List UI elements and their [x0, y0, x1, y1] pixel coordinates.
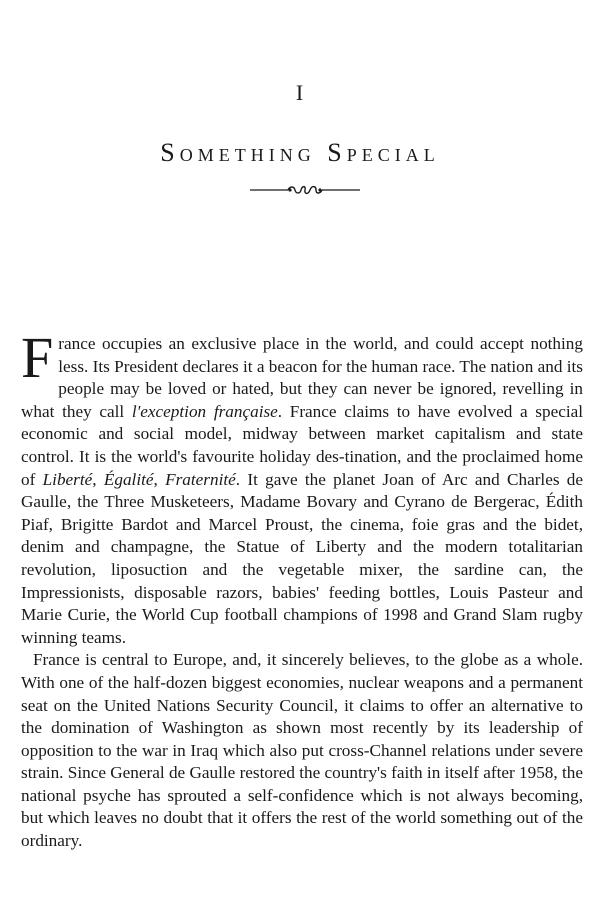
- body-text: [21, 325, 584, 853]
- paragraph-1: France occupies an exclusive place in the world, and could accept nothing less. Its President declares it a beacon for the human race. The nation and its people may be loved or hated, but they can never be ignored, revelling in what they call l'exception française. France claims to have evolved a special economic and social model, midway between market capitalism and state control. It is the world's favourite holiday des-tination, and the proclaimed home of Liberté, Égalité, Fraternité. It gave the planet Joan of Arc and Charles de Gaulle, the Three Musketeers, Madame Bovary and Cyrano de Bergerac, Édith Piaf, Brigitte Bardot and Marcel Proust, the cinema, foie gras and the bidet, denim and champagne, the Statue of Liberty and the modern totalitarian revolution, liposuction and the vegetable mixer, the sardine can, the Impressionists, disposable razors, babies' feeding bottles, Louis Pasteur and Marie Curie, the World Cup football champions of 1998 and Grand Slam rugby winning teams.: [21, 325, 584, 647]
- motto-liberte: Liberté: [42, 469, 93, 489]
- drop-cap: F: [21, 325, 54, 390]
- motto-fraternite: Fraternité: [165, 469, 236, 489]
- paragraph-1-text-c: . It gave the planet Joan of Arc and Charles de Gaulle, the Three Musketeers, Madame Bovary and Cyrano de Bergerac, Édith Piaf, Brigitte Bardot and Marcel Proust, the cinema, foie gras and the bidet, denim and champagne, the Statue of Liberty and the modern totalitarian revolution, liposuction and the vegetable mixer, the sardine can, the Impressionists, disposable razors, babies' feeding bottles, Louis Pasteur and Marie Curie, the World Cup football champions of 1998 and Grand Slam rugby winning teams.: [21, 469, 584, 647]
- exception-term: l'exception française: [131, 401, 278, 421]
- paragraph-2: France is central to Europe, and, it sincerely believes, to the globe as a whole. With one of the half-dozen biggest economies, nuclear weapons and a permanent seat on the United Nations Security Council, it claims to offer an alternative to the domination of Washington as shown most recently by its leadership of opposition to the war in Iraq which also put cross-Channel relations under severe strain. Since General de Gaulle restored the country's faith in itself after 1958, the national psyche has sprouted a self-confidence which is not always becoming, but which leaves no doubt that it offers the rest of the world something out of the ordinary.: [21, 650, 583, 851]
- chapter-number: I: [295, 80, 305, 105]
- paragraph-1-text-a: rance occupies an exclusive place in the world, and could accept nothing less. Its President declares it a beacon for the human race. The nation and its people may be loved or hated, but they can never be ignored, revelling in what they call: [21, 334, 583, 421]
- chapter-title: Something Special: [160, 138, 440, 167]
- flourish-ornament-icon: [250, 180, 360, 200]
- paragraph-1-text-b: . France claims to have evolved a special economic and social model, midway between market capitalism and state control. It is the world's favourite holiday des-tination, and the proclaimed home of: [21, 401, 584, 489]
- motto-egalite: Égalité: [103, 469, 154, 489]
